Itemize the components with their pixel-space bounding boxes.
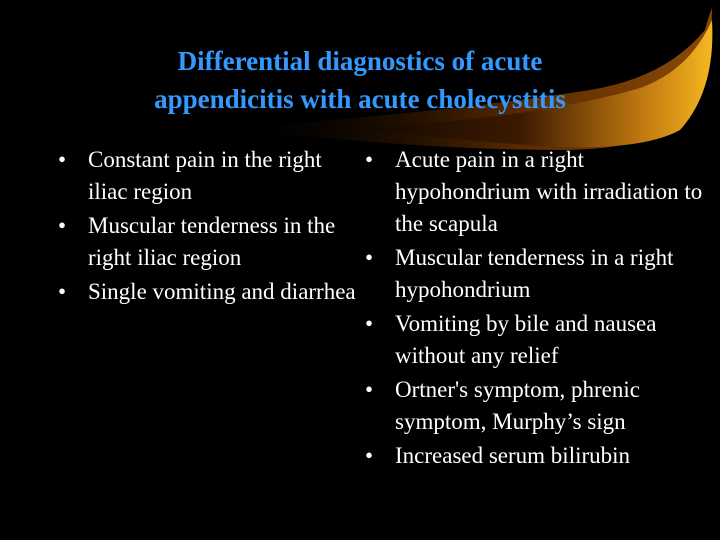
cholecystitis-column [365, 144, 710, 474]
list-item-text: Constant pain in the right iliac region [88, 147, 322, 204]
bullet-icon: • [365, 311, 374, 336]
slide-title [40, 42, 680, 118]
list-item-text: Ortner's symptom, phrenic symptom, Murphy’s sign [395, 377, 640, 434]
list-item [58, 210, 358, 274]
list-item [365, 308, 710, 372]
list-item [365, 440, 710, 472]
list-item-text: Single vomiting and diarrhea [88, 279, 356, 304]
list-item-text: Vomiting by bile and nausea without any relief [395, 311, 657, 368]
bullet-icon: • [365, 245, 374, 270]
bullet-icon: • [365, 377, 374, 402]
list-item-text: Muscular tenderness in a right hypohondrium [395, 245, 674, 302]
list-item [365, 374, 710, 438]
list-item [365, 242, 710, 306]
bullet-icon: • [58, 279, 67, 304]
bullet-icon: • [58, 147, 67, 172]
bullet-icon: • [365, 147, 374, 172]
list-item-text: Increased serum bilirubin [395, 443, 631, 468]
list-item [365, 144, 710, 240]
appendicitis-column [58, 144, 358, 310]
list-item-text: Acute pain in a right hypohondrium with irradiation to the scapula [395, 147, 703, 236]
bullet-icon: • [365, 443, 374, 468]
list-item-text: Muscular tenderness in the right iliac region [88, 213, 336, 270]
bullet-icon: • [58, 213, 67, 238]
title-line-1: Differential diagnostics of acute [177, 46, 543, 76]
list-item [58, 144, 358, 208]
list-item [58, 276, 358, 308]
title-line-2: appendicitis with acute cholecystitis [154, 84, 566, 114]
